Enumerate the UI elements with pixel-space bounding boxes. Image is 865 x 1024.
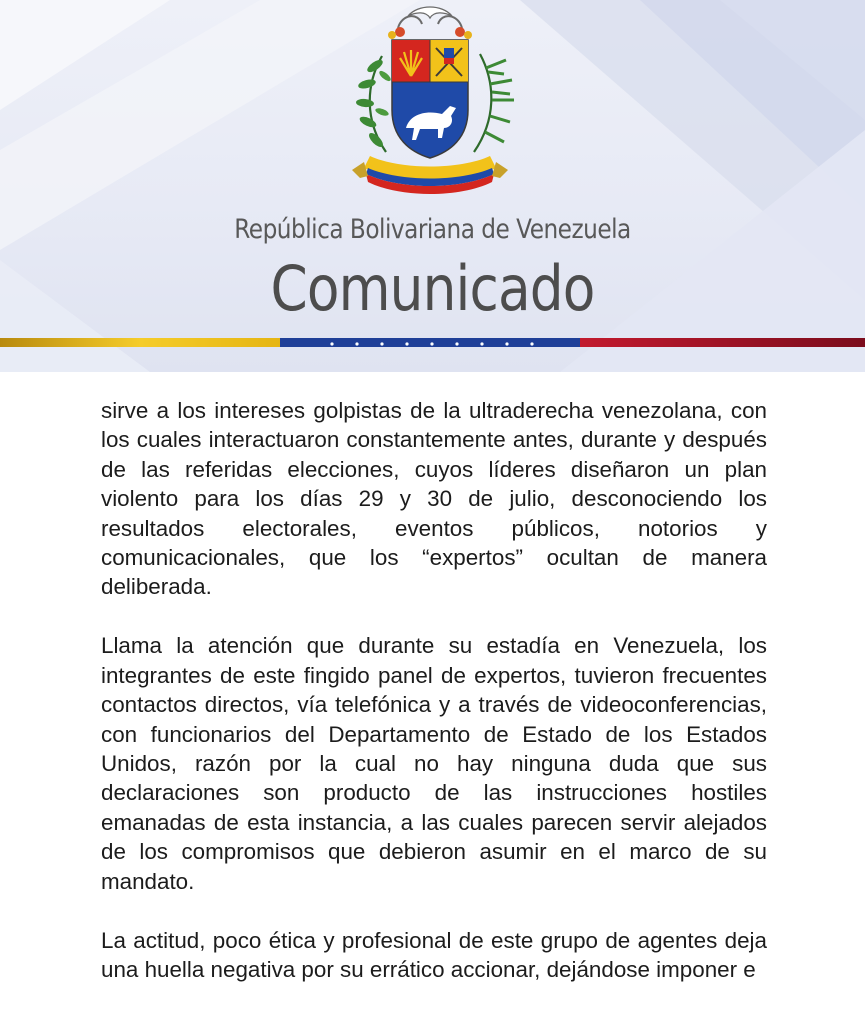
page-title: Comunicado [270, 252, 595, 325]
document-body [101, 396, 767, 1014]
flag-stripe-band [0, 337, 865, 349]
letterhead-header [0, 0, 865, 372]
body-paragraph: sirve a los intereses golpistas de la ultraderecha venezolana, con los cuales interactuaron constantemente antes, durante y después de las referidas elecciones, cuyos líderes diseñaron un plan violento para los días 29 y 30 de julio, desconociendo los resultados electorales, eventos públicos, notorios y comunicacionales, que los “expertos” ocultan de manera deliberada. [101, 398, 767, 600]
republic-name: República Bolivariana de Venezuela [234, 214, 631, 245]
venezuela-coat-of-arms-icon [330, 2, 530, 207]
body-paragraph: La actitud, poco ética y profesional de este grupo de agentes deja una huella negativa por su errático accionar, dejándose imponer e [101, 927, 767, 983]
body-paragraph: Llama la atención que durante su estadía en Venezuela, los integrantes de este fingido panel de expertos, tuvieron frecuentes contactos directos, vía telefónica y a través de videoconferencias, con funcionarios del Departamento de Estado de los Estados Unidos, razón por la cual no hay ninguna duda que sus declaraciones son producto de las instrucciones hostiles emanadas de esta instancia, a las cuales parecen servir alejados de los compromisos que debieron asumir en el marco de su mandato. [101, 633, 767, 894]
